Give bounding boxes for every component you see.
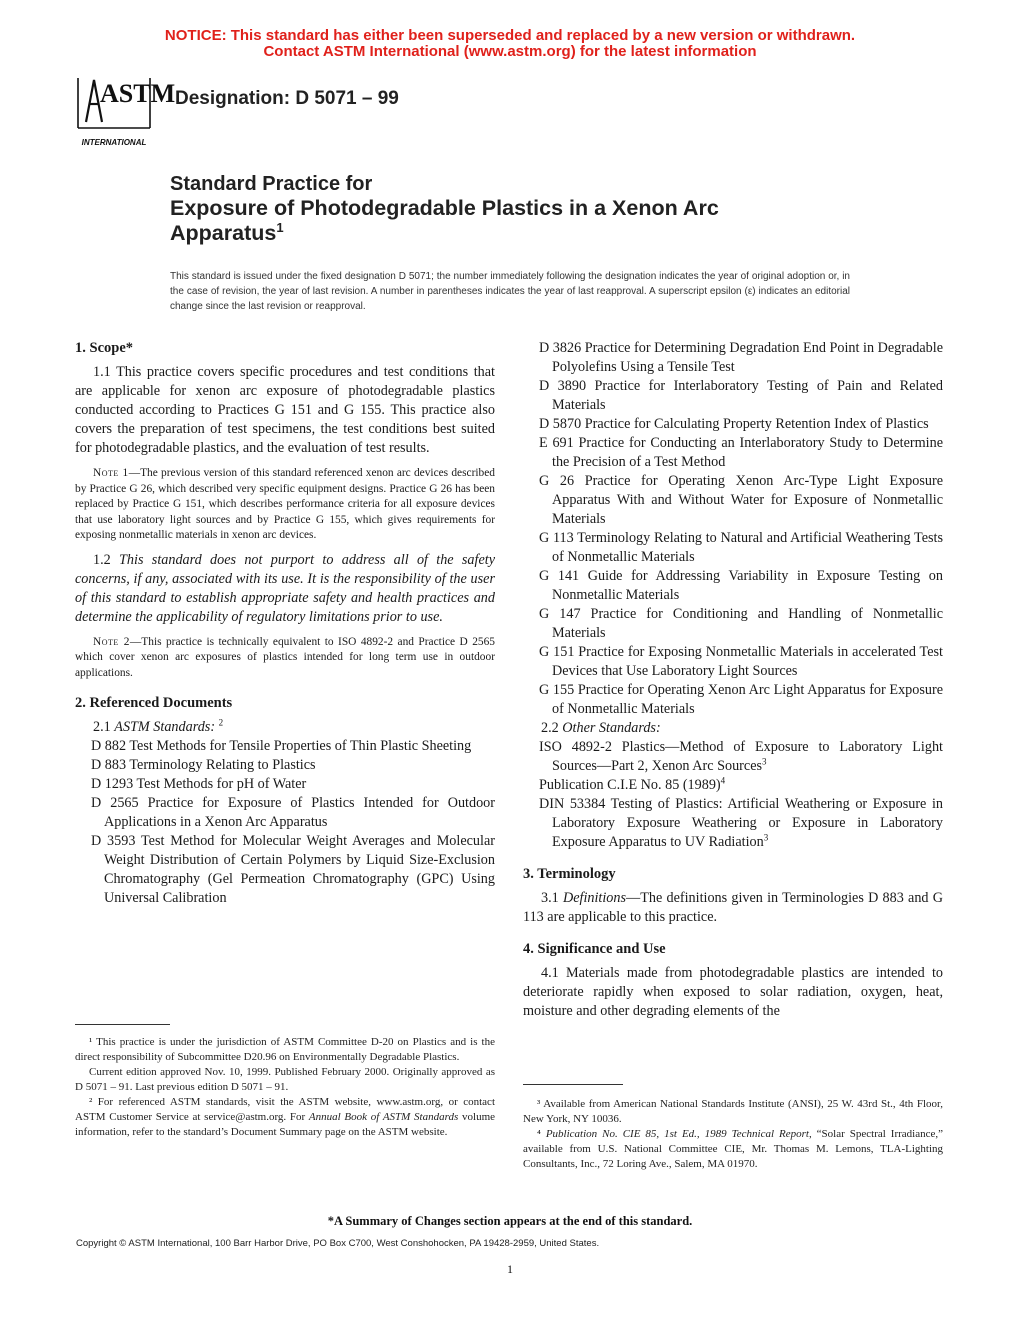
footnote-3: ³ Available from American National Standards Institute (ANSI), 25 W. 43rd St., 4th Floor, New York, NY 10036. bbox=[523, 1098, 943, 1125]
reference-item: E 691 Practice for Conducting an Interlaboratory Study to Determine the Precision of a Test Method bbox=[539, 435, 943, 470]
reference-item-din: DIN 53384 Testing of Plastics: Artificial Weathering or Exposure in Laboratory Exposure Weathering or Exposure in Laboratory Exposure Apparatus to UV Radiation$^3$ bbox=[539, 796, 943, 850]
footnote-rule-left bbox=[75, 1024, 170, 1025]
logo-caption: INTERNATIONAL bbox=[81, 138, 147, 147]
footnote-2: ² For referenced ASTM standards, visit the ASTM website, www.astm.org, or contact ASTM Customer Service at service@astm.org. For Annual Book of ASTM Standards volume information, refer to the standard’s Document Summary page on the ASTM website. bbox=[75, 1096, 496, 1138]
copyright-line: Copyright © ASTM International, 100 Barr Harbor Drive, PO Box C700, West Conshohocken, PA 19428-2959, United States. bbox=[76, 1238, 600, 1249]
note-1: Note 1—The previous version of this standard referenced xenon arc devices described by Practice G 26, which described very specific equipment designs. Practice G 26 has been replaced by Practice G 151, which describes performance criteria for all exposure devices that use laboratory light sources and by Practice G 155, which gives requirements for exposing nonmetallic materials in xenon arc devices. bbox=[75, 467, 495, 541]
title-footnote-ref: 1 bbox=[276, 219, 284, 235]
reference-item-cie: Publication C.I.E No. 85 $(1989)^4$ bbox=[539, 775, 726, 793]
other-standards-label: 2.2 Other Standards: bbox=[541, 720, 661, 736]
issuance-statement: This standard is issued under the fixed designation D 5071; the number immediately following the designation indicates the year of original adoption or, in the case of revision, the year of last revision. A number in parentheses indicates the year of last reapproval. A superscript epsilon (ε) indicates an editorial change since the last revision or reapproval. bbox=[170, 271, 850, 312]
left-footnotes bbox=[75, 1035, 495, 1140]
paragraph-1-1: 1.1 This practice covers specific procedures and test conditions that are applicable for xenon arc exposure of photodegradable plastics conducted according to Practices G 151 and G 155. This practice also covers the preparation of test specimens, the test conditions best suited for photodegradable plastics, and the evaluation of test results. bbox=[75, 364, 495, 456]
note-2: Note 2—This practice is technically equivalent to ISO 4892-2 and Practice D 2565 which cover xenon arc exposures of plastics intended for long term use in outdoor applications. bbox=[75, 635, 495, 679]
reference-item: G 141 Guide for Addressing Variability in Exposure Testing on Nonmetallic Materials bbox=[539, 568, 943, 603]
reference-item: D 3593 Test Method for Molecular Weight Averages and Molecular Weight Distribution of Certain Polymers by Liquid Size-Exclusion Chromatography (Gel Permeation Chromatography (GPC) Using Universal Calibration bbox=[91, 833, 495, 906]
title-line-3: Apparatus$^1$ bbox=[170, 219, 284, 245]
section-heading-referenced-documents: 2. Referenced Documents bbox=[75, 695, 233, 711]
section-heading-significance: 4. Significance and Use bbox=[523, 941, 666, 957]
title-line-1: Standard Practice for bbox=[170, 173, 373, 195]
astm-standards-label: 2.1 ASTM Standards: $^2$ bbox=[93, 717, 224, 735]
reference-item: D 5870 Practice for Calculating Property Retention Index of Plastics bbox=[539, 416, 929, 432]
right-footnotes bbox=[523, 1097, 943, 1172]
designation: Designation: D 5071 – 99 bbox=[175, 88, 399, 109]
logo-mark-text: ASTM bbox=[100, 79, 176, 108]
reference-item: D 1293 Test Methods for pH of Water bbox=[91, 776, 307, 792]
reference-item: G 26 Practice for Operating Xenon Arc-Type Light Exposure Apparatus With and Without Water for Exposure of Nonmetallic Materials bbox=[539, 473, 943, 527]
astm-logo-icon bbox=[64, 70, 176, 152]
summary-of-changes-note: *A Summary of Changes section appears at the end of this standard. bbox=[327, 1214, 693, 1228]
paragraph-1-2: 1.2 This standard does not purport to address all of the safety concerns, if any, associated with its use. It is the responsibility of the user of this standard to establish appropriate safety and health practices and determine the applicability of regulatory limitations prior to use. bbox=[75, 551, 495, 625]
footnote-1-edition: Current edition approved Nov. 10, 1999. Published February 2000. Originally approved as D 5071 – 91. Last previous edition D 5071 – 91. bbox=[75, 1066, 495, 1093]
title-line-2: Exposure of Photodegradable Plastics in a Xenon Arc bbox=[170, 196, 719, 220]
reference-item: D 883 Terminology Relating to Plastics bbox=[91, 757, 316, 773]
section-heading-terminology: 3. Terminology bbox=[523, 866, 616, 882]
reference-item: D 882 Test Methods for Tensile Properties of Thin Plastic Sheeting bbox=[91, 738, 472, 754]
right-column bbox=[523, 339, 943, 1021]
footnote-1: ¹ This practice is under the jurisdiction of ASTM Committee D-20 on Plastics and is the direct responsibility of Subcommittee D20.96 on Environmentally Degradable Plastics. bbox=[75, 1036, 495, 1063]
section-heading-scope: 1. Scope* bbox=[75, 340, 133, 356]
reference-item: D 3826 Practice for Determining Degradation End Point in Degradable Polyolefins Using a Tensile Test bbox=[539, 340, 943, 375]
withdrawal-notice-line1: NOTICE: This standard has either been superseded and replaced by a new version or withdrawn. bbox=[164, 27, 856, 44]
footnote-rule-right bbox=[523, 1084, 623, 1085]
page-number: 1 bbox=[507, 1262, 513, 1276]
reference-item: G 147 Practice for Conditioning and Handling of Nonmetallic Materials bbox=[539, 606, 943, 641]
reference-item-iso: ISO 4892-2 Plastics—Method of Exposure to Laboratory Light Sources—Part 2, Xenon Arc Sources$^3$ bbox=[539, 739, 943, 774]
reference-item: D 3890 Practice for Interlaboratory Testing of Pain and Related Materials bbox=[539, 378, 943, 413]
astm-logo bbox=[64, 70, 176, 152]
reference-item: G 155 Practice for Operating Xenon Arc Light Apparatus for Exposure of Nonmetallic Materials bbox=[539, 682, 943, 717]
document-title bbox=[170, 172, 890, 246]
withdrawal-notice-line2: Contact ASTM International (www.astm.org) for the latest information bbox=[263, 43, 757, 60]
left-column bbox=[75, 339, 495, 908]
footnote-4: ⁴ Publication No. CIE 85, 1st Ed., 1989 Technical Report, “Solar Spectral Irradiance,” available from U.S. National Committee CIE, Mr. Thomas M. Lemons, TLA-Lighting Consultants, Inc., 72 Loring Ave., Salem, MA 01970. bbox=[523, 1128, 943, 1170]
paragraph-3-1: 3.1 Definitions—The definitions given in Terminologies D 883 and G 113 are applicable to this practice. bbox=[523, 890, 943, 925]
reference-item: D 2565 Practice for Exposure of Plastics Intended for Outdoor Applications in a Xenon Arc Apparatus bbox=[91, 795, 495, 830]
paragraph-4-1: 4.1 Materials made from photodegradable plastics are intended to deteriorate rapidly when exposed to solar radiation, oxygen, heat, moisture and other degrading elements of the bbox=[523, 965, 943, 1019]
reference-item: G 113 Terminology Relating to Natural and Artificial Weathering Tests of Nonmetallic Materials bbox=[539, 530, 943, 565]
reference-item: G 151 Practice for Exposing Nonmetallic Materials in accelerated Test Devices that Use Laboratory Light Sources bbox=[539, 644, 943, 679]
